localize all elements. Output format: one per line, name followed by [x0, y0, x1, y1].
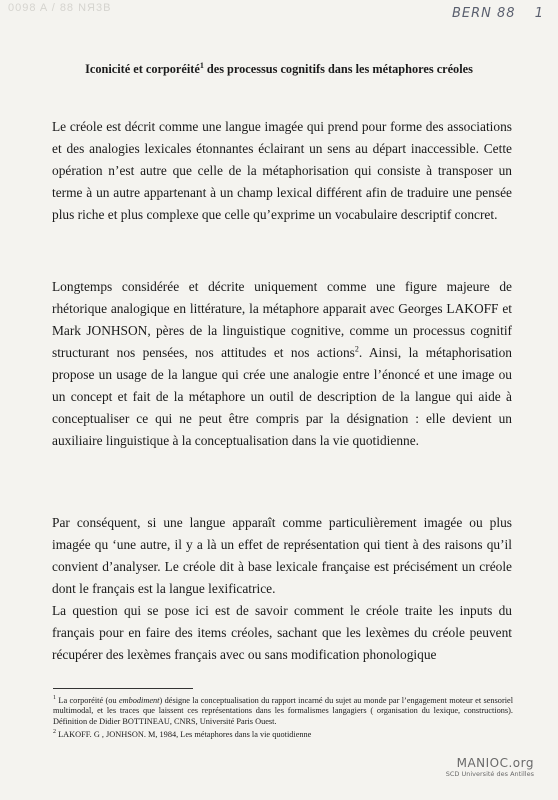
footnote-1-number: 1 — [53, 695, 56, 701]
title-rest: des processus cognitifs dans les métaphores créoles — [203, 62, 473, 77]
paragraph-4: La question qui se pose ici est de savoir comment le créole traite les inputs du français pour en faire des items créoles, sachant que les lexèmes du créole peuvent récupérer des lexèmes français avec ou sans modification phonologique — [52, 603, 512, 662]
paragraph-1: Le créole est décrit comme une langue imagée qui prend pour forme des associations et des analogies lexicales étonnantes éclairant un sens au départ inaccessible. Cette opération n’est autre que celle de la métaphorisation qui consiste à transposer un terme à un autre appartenant à un champ lexical différent afin de traduire une pensée plus riche et plus complexe que celle qu’exprime un vocabulaire descriptif concret. — [52, 119, 512, 222]
paragraph-2-text: Longtemps considérée et décrite uniquement comme une figure majeure de rhétorique analogique en littérature, la métaphore apparait avec Georges LAKOFF et Mark JONHSON, pères de la linguistique cognitive, comme un processus cognitif structurant nos pensées, nos attitudes et nos actions — [52, 279, 512, 360]
manioc-logo — [446, 756, 534, 778]
faded-header-text: 0098 A / 88 NЯ3B — [8, 2, 112, 14]
handwritten-reference — [452, 6, 544, 21]
title-footnote-ref: 1 — [199, 61, 204, 70]
footnote-ref-2: 2 — [354, 344, 359, 354]
paragraph-3: Par conséquent, si une langue apparaît comme particulièrement imagée ou plus imagée qu ‘une autre, il y a là un effet de représentation qui tient à des raisons qu’il convient d’analyser. Le créole dit à base lexicale française est précisément un créole dont le français est la langue lexificatrice. — [52, 515, 512, 596]
footnote-2-number: 2 — [53, 729, 56, 736]
document-title — [0, 61, 558, 77]
footnote-1 — [53, 693, 513, 727]
paragraph-2 — [52, 276, 512, 452]
paragraph-2-text-cont: . Ainsi, la métaphorisation propose un usage de la langue qui crée une analogie entre l’énoncé et une image ou un concept et fait de la métaphore un outil de description de la langue qui aide à conceptualiser ce qui ne peut être compris par la désignation : elle devient un auxiliaire linguistique à la conceptualisation dans la vie quotidienne. — [52, 345, 512, 448]
footnote-separator — [53, 688, 193, 689]
footnote-2 — [53, 727, 513, 740]
title-main: Iconicité et corporéité — [85, 62, 200, 77]
footnote-1-text-cont: ) désigne la conceptualisation du rapport incarné du sujet au monde par l’engagement moteur et sensoriel multimodal, et les traces que laissent ces représentations dans les formalismes langagiers ( organisation du lexique, constructions). Définition de Didier BOTTINEAU, CNRS, Université Paris Ouest. — [53, 695, 513, 726]
footnote-1-italic: embodiment — [118, 695, 160, 705]
footnote-1-text: La corporéité (ou — [56, 695, 119, 705]
handwritten-page-number: 1 — [534, 6, 544, 21]
footnotes — [53, 693, 513, 741]
footnote-2-text: LAKOFF. G , JONHSON. M, 1984, Les métaphores dans la vie quotidienne — [56, 730, 312, 740]
logo-subtitle: SCD Université des Antilles — [445, 770, 534, 778]
paragraphs-3-4 — [52, 512, 512, 666]
logo-name: MANIOC.org — [456, 756, 534, 770]
handwritten-ref: BERN 88 — [452, 6, 516, 21]
